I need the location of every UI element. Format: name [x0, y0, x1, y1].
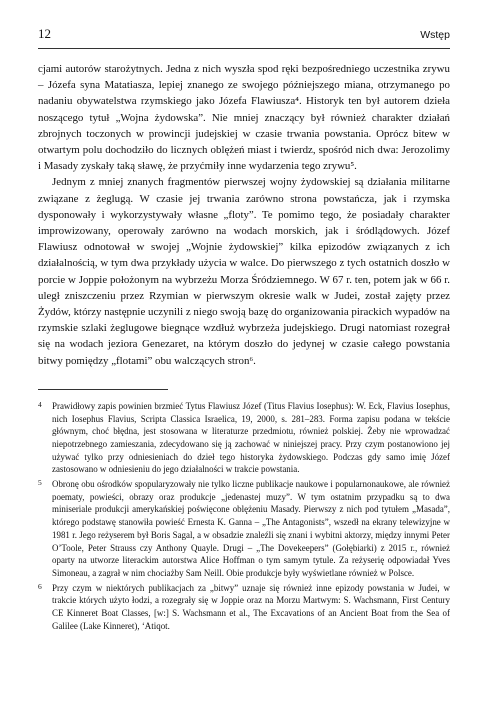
footnote — [38, 478, 450, 580]
footnotes — [38, 400, 450, 633]
header-rule — [38, 48, 450, 49]
footnote-number: 5 — [38, 478, 42, 488]
footnote-separator — [38, 389, 168, 390]
book-page — [38, 26, 450, 635]
footnote-text: Obronę obu ośrodków spopularyzowały nie tylko liczne publikacje naukowe i popularnonaukowe, ale również poematy, powieści, obrazy oraz produkcje „jedenastej muzy”. W tym ostatnim przypadku są to dwa miniseriale produkcji amerykańskiej poświęcone oblężeniu Masady. Pierwszy z nich pod tytułem „Masada”, którego podstawę stanowiła powieść Ernesta K. Ganna – „The Antagonists”, wszedł na ekrany telewizyjne w 1981 r. Jego reżyserem był Boris Sagal, a w obsadzie znaleźli się znani i wybitni aktorzy, między innymi Peter O’Toole, Peter Strauss czy Anthony Quayle. Drugi – „The Dovekeepers” (Gołębiarki) z 2015 r., również oparty na utworze literackim autorstwa Alice Hoffman o tym samym tytule. Za reżyserię odpowiadał Yves Simoneau, a zagrał w nim chociażby Sam Neill. Obie produkcje były wyświetlane również w Polsce. — [52, 479, 450, 578]
page-number: 12 — [38, 26, 51, 41]
footnote — [38, 581, 450, 633]
page-header — [38, 26, 450, 46]
footnote-text: Prawidłowy zapis powinien brzmieć Tytus Flawiusz Józef (Titus Flavius Iosephus): W. Eck, Flavius Iosephus, nich Iosephus Flavius, Scripta Classica Israelica, 19, 2000, s. 281–283. Forma zapisu podana w tekście głównym, choć błędna, jest stosowana w literaturze przedmiotu, również polskiej. Żeby nie wprowadzać niepotrzebnego zamieszania, zdecydowano się ją zachować w niniejszej pracy. Przy czym postanowiono jej używać tylko przy odniesieniach do dzieł tego historyka żydowskiego. Podczas gdy samo imię Józef zastosowano w odniesieniu do jego działalności w trakcie powstania. — [52, 400, 450, 475]
running-head: Wstęp — [420, 29, 450, 41]
footnote-text: Przy czym w niektórych publikacjach za „bitwy” uznaje się również inne epizody powstania w Judei, w trakcie których użyto łodzi, a rozegrały się w Joppie oraz na Morzu Martwym: S. Wachsmann, First Century CE Kinneret Boat Classes, [w:] S. Wachsmann et al., The Excavations of an Ancient Boat from the Sea of Galilee (Lake Kinneret), ‘Atiqot. — [52, 582, 450, 631]
footnote — [38, 399, 450, 476]
paragraph: Jednym z mniej znanych fragmentów pierwszej wojny żydowskiej są działania militarne związane z żeglugą. W czasie jej trwania zarówno strona powstańcza, jak i rzymska dysponowały i wykorzystywały własne „floty”. Te pomimo tego, że posiadały charakter improwizowany, operowały zarówno na wodach morskich, jak i śródlądowych. Józef Flawiusz odnotował w swojej „Wojnie żydowskiej” kilka epizodów związanych z ich działalnością, w tym dwa przykłady użycia w walce. Do pierwszego z tych ostatnich doszło w porcie w Joppie położonym na wybrzeżu Morza Śródziemnego. W 67 r. ten, potem jak w 66 r. uległ zniszczeniu przez Rzymian w pierwszym okresie walk w Judei, został zajęty przez Żydów, którzy następnie uczynili z niego swoją bazę do organizowania pirackich wypadów na rzymskie szlaki żeglugowe biegnące wzdłuż wybrzeża judejskiego. Drugi natomiast rozegrał się na wodach jeziora Genezaret, na którym doszło do jedynej w czasie całego powstania bitwy pomiędzy „flotami” obu walczących stron⁶. — [38, 176, 450, 367]
footnote-number: 4 — [38, 399, 42, 409]
paragraph: cjami autorów starożytnych. Jedna z nich wyszła spod ręki bezpośredniego uczestnika zrywu – Józefa syna Matatiasza, lepiej znanego ze swojego późniejszego miana, otrzymanego po nadaniu obywatelstwa rzymskiego jako Józefa Flawiusza⁴. Historyk ten był autorem dzieła noszącego tytuł „Wojna żydowska”. Nie mniej znaczący był również charakter działań zbrojnych toczonych w prowincji judejskiej w czasie trwania powstania. Oprócz bitew w otwartym polu dochodziło do licznych oblężeń miast i twierdz, spośród nich dwa: Jerozolimy i Masady zyskały taką sławę, że przyćmiły inne wydarzenia tego zrywu⁵. — [38, 63, 450, 173]
main-text — [38, 61, 450, 369]
footnote-number: 6 — [38, 581, 42, 591]
